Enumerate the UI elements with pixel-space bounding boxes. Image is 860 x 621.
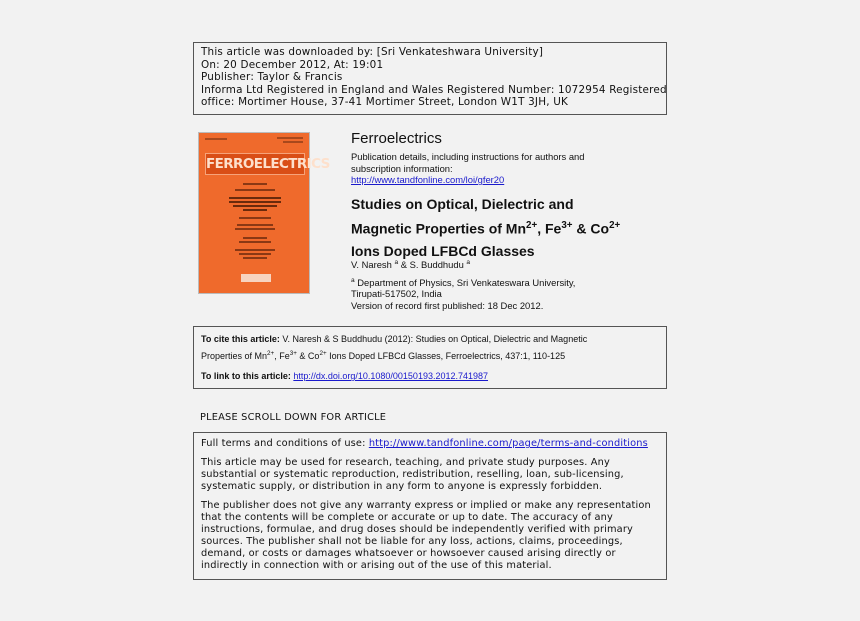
- journal-cover-image: [198, 132, 330, 294]
- journal-url-link[interactable]: http://www.tandfonline.com/loi/gfer20: [351, 174, 505, 186]
- usage-paragraph: This article may be used for research, teaching, and private study purposes. Any substantial or systematic reproduction, redistribution, reselling, loan, sub-licensing, systematic supply, or distribution in any form to anyone is expressly forbidden.: [201, 457, 624, 492]
- cite-line: To cite this article: V. Naresh & S Buddhudu (2012): Studies on Optical, Dielectric and Magnetic: [201, 334, 588, 344]
- doi-link[interactable]: http://dx.doi.org/10.1080/00150193.2012.741987: [293, 371, 489, 382]
- author-block: [351, 257, 671, 312]
- journal-details: Publication details, including instructions for authors and: [351, 151, 585, 162]
- download-line: This article was downloaded by: [Sri Venkateshwara University]: [201, 46, 544, 58]
- journal-details-cont: subscription information:: [351, 162, 453, 174]
- disclaimer-paragraph: The publisher does not give any warranty express or implied or make any representation that the contents will be complete or accurate or up to date. The accuracy of any instructions, formulae, and drug doses should be independently verified with primary sources. The publisher shall not be liable for any loss, actions, claims, proceedings, demand, or costs or damages whatsoever or howsoever caused arising directly or indirectly in connection with or arising out of the use of this material.: [201, 500, 651, 571]
- link-line: To link to this article: http://dx.doi.org/10.1080/00150193.2012.741987: [201, 371, 489, 382]
- terms-link[interactable]: http://www.tandfonline.com/page/terms-and-conditions: [368, 438, 648, 449]
- download-info-box: [193, 42, 667, 115]
- cover-masthead: FERROELECTRICS: [205, 153, 305, 175]
- office-line: office: Mortimer House, 37-41 Mortimer Street, London W1T 3JH, UK: [201, 96, 569, 109]
- authors-line: V. Naresh $^a$ & S. Buddhudu $^a$: [351, 259, 471, 271]
- affiliation-location: Tirupati-517502, India: [351, 288, 442, 300]
- terms-box: [193, 432, 667, 580]
- registration-line: Informa Ltd Registered in England and Wales Registered Number: 1072954 Registered: [201, 83, 667, 96]
- article-title: [351, 193, 681, 262]
- version-of-record: Version of record first published: 18 Dec 2012.: [351, 300, 544, 312]
- full-terms-line: Full terms and conditions of use: http://www.tandfonline.com/page/terms-and-conditions: [201, 438, 648, 449]
- journal-title: Ferroelectrics: [351, 130, 442, 147]
- affiliation-line: $^a$ Department of Physics, Sri Venkateswara University,: [351, 276, 576, 288]
- cite-line-cont: Properties of $Mn^{2+}$, $Fe^{3+}$ & $Co^{2+}$ Ions Doped LFBCd Glasses, Ferroelectrics, 437:1, 110-125: [201, 349, 566, 361]
- download-date-line: On: 20 December 2012, At: 19:01: [201, 58, 384, 71]
- article-title-line2: Magnetic Properties of $Mn^{2+}$, $Fe^{3+}$ & $Co^{2+}$: [351, 220, 621, 237]
- cover-header-decor: [203, 137, 305, 147]
- article-title-line1: Studies on Optical, Dielectric and: [351, 196, 574, 212]
- article-title-line3: Ions Doped LFBCd Glasses: [351, 242, 535, 259]
- citation-box: [193, 326, 667, 389]
- publisher-line: Publisher: Taylor & Francis: [201, 71, 343, 84]
- journal-info: [351, 130, 671, 186]
- publisher-logo: [241, 274, 271, 282]
- scroll-down-notice: PLEASE SCROLL DOWN FOR ARTICLE: [200, 412, 387, 423]
